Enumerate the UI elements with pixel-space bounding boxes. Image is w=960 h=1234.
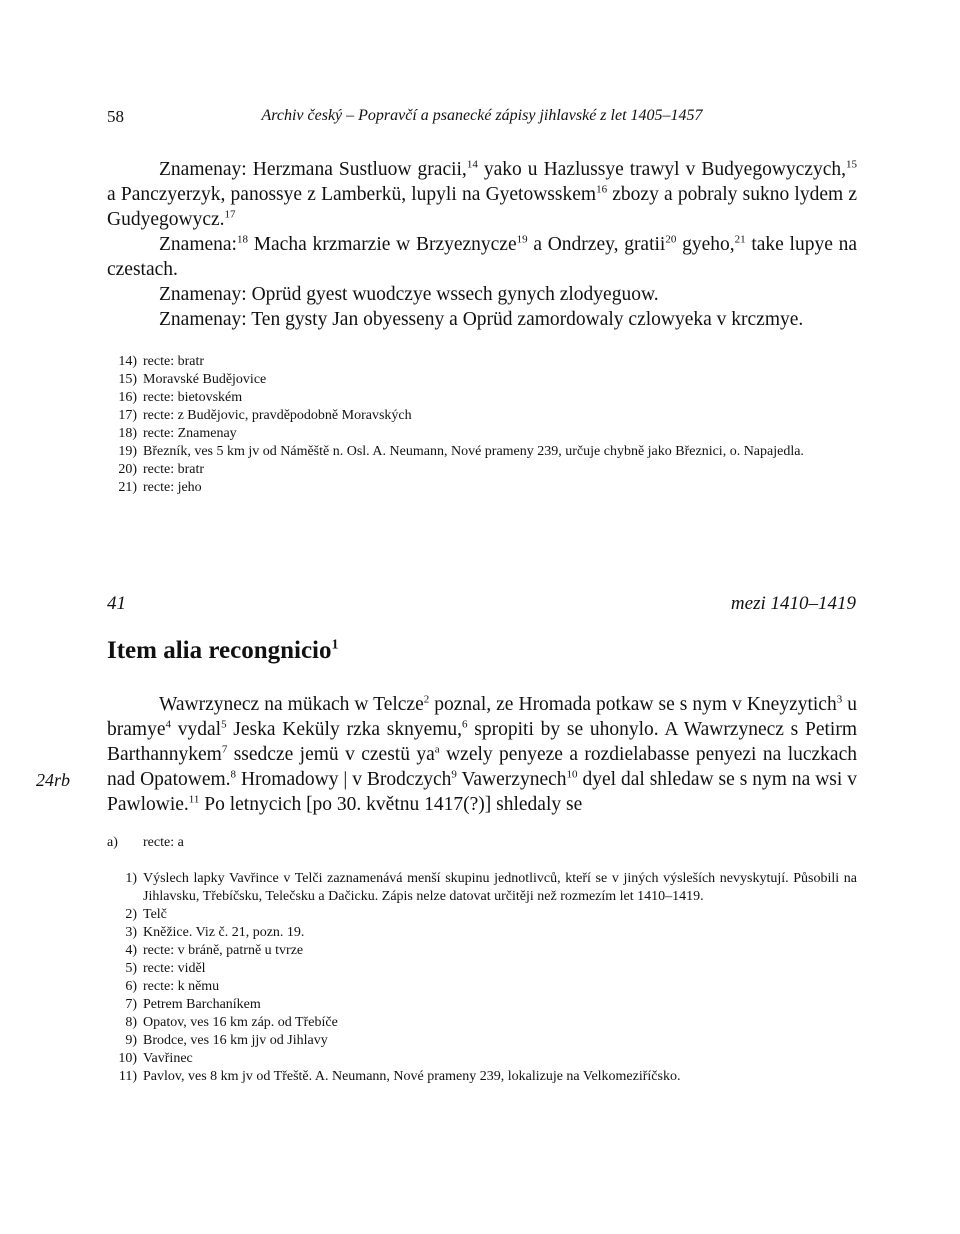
text-run: Znamenay: Herzmana Sustluow gracii, <box>159 159 467 180</box>
footnote-text: recte: bietovském <box>143 390 243 405</box>
text-run: take lupye na czestach. <box>107 234 857 280</box>
footnote <box>107 924 857 942</box>
running-title: Archiv český – Popravčí a psanecké zápisy jihlavské z let 1405–1457 <box>261 107 703 124</box>
footnote <box>107 425 857 443</box>
footnote <box>107 1068 857 1086</box>
footnote-ref: 8 <box>230 768 237 781</box>
footnote <box>107 870 857 906</box>
text-run: a Ondrzey, gratii <box>527 234 666 255</box>
footnote-ref: 15 <box>846 158 857 171</box>
footnote-number: 5) <box>125 961 137 976</box>
footnote-number: 1) <box>125 871 137 886</box>
footnote-ref: 4 <box>165 718 171 731</box>
footnote-number: 16) <box>118 390 137 405</box>
text-run: gyeho, <box>676 234 735 255</box>
footnote-ref: 18 <box>236 233 248 246</box>
footnote <box>107 1032 857 1050</box>
text-run: wzely penyeze a rozdielabasse penyezi na luczkach nad Opatowem. <box>107 744 857 790</box>
footnote-ref: 14 <box>466 158 478 171</box>
paragraph <box>107 307 857 332</box>
text-run: ssedcze jemü v czestü ya <box>227 744 435 765</box>
text-run: Macha krzmarzie w Brzyeznycze <box>247 234 517 255</box>
footnote-ref: 9 <box>451 768 457 781</box>
paragraph <box>107 692 857 817</box>
text-run: Znamenay: Oprüd gyest wuodczye wssech gynych zlodyeguow. <box>159 284 659 305</box>
text-run: poznal, ze Hromada potkaw se s nym v Kneyzytich <box>429 694 837 715</box>
footnote-text: recte: k němu <box>143 979 220 994</box>
footnote <box>107 443 857 461</box>
text-run: Znamena: <box>159 234 237 255</box>
footnote-text: recte: Znamenay <box>143 426 237 441</box>
footnote-text: Výslech lapky Vavřince v Telči zaznamenává menší skupinu jednotlivců, kteří se v jiných výsleších nevyskytují. Působili na Jihlavsku, Třebíčsku, Telečsku a Dačicku. Zápis nelze datovat určitěji než rozmezím let 1410–1419. <box>143 871 857 904</box>
entry-date: mezi 1410–1419 <box>730 593 856 614</box>
footnotes-top <box>107 353 857 497</box>
footnote-text: Moravské Budějovice <box>143 372 267 387</box>
footnote-text: recte: bratr <box>143 354 205 369</box>
margin-folio-note: 24rb <box>36 770 71 790</box>
footnote-number: 9) <box>125 1033 137 1048</box>
footnote <box>107 942 857 960</box>
footnote <box>107 479 857 497</box>
footnote <box>107 978 857 996</box>
entry-number: 41 <box>107 593 126 614</box>
footnote-text: Březník, ves 5 km jv od Náměště n. Osl. A. Neumann, Nové prameny 239, určuje chybně jako Březnici, o. Napajedla. <box>143 444 804 459</box>
text-note <box>107 834 857 852</box>
footnote-number: 18) <box>118 426 137 441</box>
footnote-ref: 5 <box>221 718 227 731</box>
text-run: Hromadowy | v Brodczych <box>236 769 452 790</box>
footnote-text: recte: jeho <box>143 480 202 495</box>
footnote-ref: 6 <box>462 718 468 731</box>
footnote-number: 17) <box>118 408 137 423</box>
footnote <box>107 996 857 1014</box>
footnote <box>107 906 857 924</box>
footnote-text: recte: v bráně, patrně u tvrze <box>143 943 304 958</box>
text-run: dyel dal shledaw se s nym na wsi v Pawlowie. <box>107 769 857 815</box>
footnote-text: recte: viděl <box>143 961 206 976</box>
footnote-text: recte: z Budějovic, pravděpodobně Moravských <box>143 408 412 423</box>
paragraph <box>107 282 857 307</box>
footnote <box>107 353 857 371</box>
footnote-number: 21) <box>118 480 137 495</box>
footnote <box>107 1014 857 1032</box>
text-run: Znamenay: Ten gysty Jan obyesseny a Oprüd zamordowaly czlowyeka v krczmye. <box>159 309 804 330</box>
footnote-number: 20) <box>118 462 137 477</box>
footnote-number: 10) <box>118 1051 137 1066</box>
entry-title-text: Item alia recongnicio <box>107 637 332 664</box>
footnote-ref: a <box>434 743 440 756</box>
footnote-number: 19) <box>118 444 137 459</box>
footnote-text: Petrem Barchaníkem <box>143 997 261 1012</box>
text-run: Vawerzynech <box>456 769 567 790</box>
footnote-ref: 2 <box>423 693 430 706</box>
footnote-ref: 20 <box>665 233 677 246</box>
footnote-number: 14) <box>118 354 137 369</box>
footnote-text: Opatov, ves 16 km záp. od Třebíče <box>143 1015 338 1030</box>
text-run: zbozy a pobraly sukno lydem z Gudyegowycz. <box>107 184 857 230</box>
footnote-number: 7) <box>125 997 137 1012</box>
text-run: spropiti by se uhonylo. A Wawrzynecz s Petirm Barthannykem <box>107 719 858 765</box>
page-number: 58 <box>107 107 124 126</box>
footnotes-entry <box>107 870 857 1086</box>
text-run: vydal <box>170 719 222 740</box>
footnote-text: Vavřinec <box>143 1051 193 1066</box>
footnote-ref: 16 <box>596 183 608 196</box>
footnote <box>107 461 857 479</box>
footnote-text: Pavlov, ves 8 km jv od Třeště. A. Neumann, Nové prameny 239, lokalizuje na Velkomeziříčsko. <box>143 1069 681 1084</box>
footnote-number: 6) <box>125 979 137 994</box>
footnote <box>107 960 857 978</box>
entry-paragraph <box>107 692 857 817</box>
footnote <box>107 371 857 389</box>
footnote-ref: 10 <box>566 768 578 781</box>
footnote-ref: 21 <box>734 233 746 246</box>
footnote <box>107 389 857 407</box>
footnote-text: Brodce, ves 16 km jjv od Jihlavy <box>143 1033 328 1048</box>
footnote-number: 15) <box>118 372 137 387</box>
footnote-ref: 11 <box>188 793 200 806</box>
text-run: yako u Hazlussye trawyl v Budyegowyczych, <box>477 159 846 180</box>
paragraph <box>107 232 857 282</box>
text-run: u bramye <box>107 694 857 740</box>
footnote-number: 4) <box>125 943 137 958</box>
footnote-ref: 19 <box>516 233 528 246</box>
footnote-number: 8) <box>125 1015 137 1030</box>
footnote-ref: 7 <box>221 743 228 756</box>
note-number: a) <box>107 835 118 850</box>
footnote-text: recte: bratr <box>143 462 205 477</box>
note-text: recte: a <box>143 835 184 850</box>
entry-title <box>107 637 339 665</box>
footnote-ref: 3 <box>836 693 843 706</box>
text-run: a Panczyerzyk, panossye z Lamberkü, lupyli na Gyetowsskem <box>107 184 597 205</box>
text-run: Po letnycich [po 30. květnu 1417(?)] shledaly se <box>199 794 583 815</box>
footnote <box>107 1050 857 1068</box>
text-run: Wawrzynecz na mükach w Telcze <box>159 694 424 715</box>
entry-title-footnote-ref: 1 <box>331 637 339 653</box>
footnote-text: Kněžice. Viz č. 21, pozn. 19. <box>143 925 305 940</box>
footnote-ref: 17 <box>224 208 236 221</box>
top-paragraphs <box>107 157 857 332</box>
paragraph <box>107 157 857 232</box>
footnote-number: 11) <box>118 1069 137 1084</box>
text-run: Jeska Keküly rzka sknyemu, <box>226 719 463 740</box>
footnote <box>107 407 857 425</box>
footnote-number: 2) <box>125 907 137 922</box>
footnote-text: Telč <box>143 907 167 922</box>
footnote-number: 3) <box>125 925 137 940</box>
